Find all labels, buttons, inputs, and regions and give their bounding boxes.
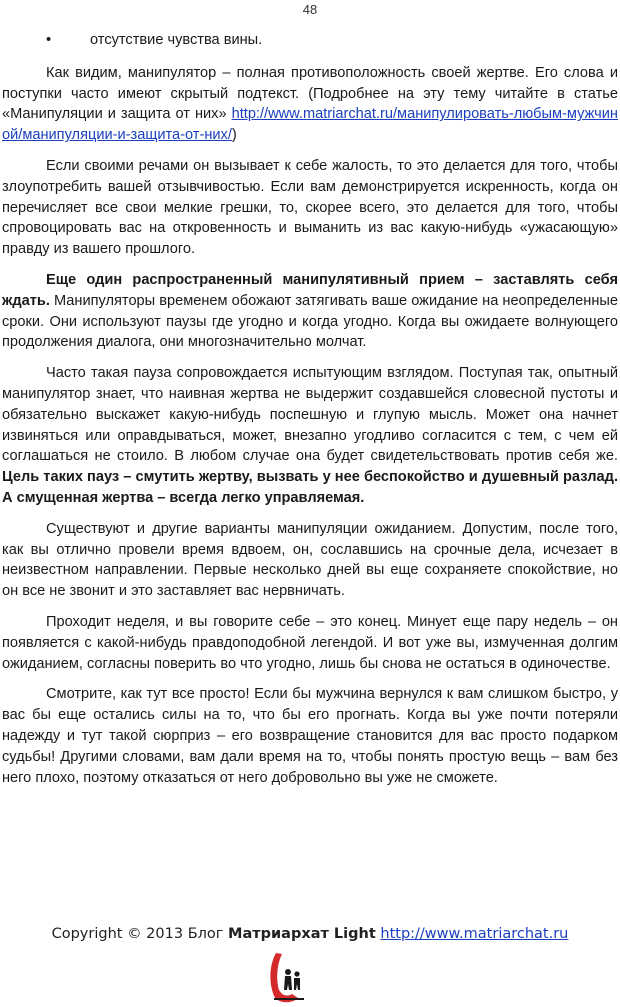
paragraph-4-text: Часто такая пауза сопровождается испытующим взглядом. Поступая так, опытный манипулятор знает, что наивная жертва не выдержит создавшейся словесной пустоты и обязательно выскажет какую-нибудь поспешную и глупую мысль. Может она начнет извиняться или оправдываться, может, внезапно угодливо согласится с тем, с чем ей соглашаться не стоило. В любом случае она будет свидетельствовать против себя же. bbox=[2, 365, 618, 465]
copyright-text: Copyright © 2013 Блог bbox=[51, 926, 229, 942]
paragraph-7: Смотрите, как тут все просто! Если бы мужчина вернулся к вам слишком быстро, у вас бы еще остались силы на то, что бы его прогнать. Когда вы уже почти потеряли надежду и тут такой сюрприз – его возвращение становится для вас просто подарком судьбы! Другими словами, вам дали время на то, чтобы понять простую вещь – вам без него плохо, поэтому отказаться от него добровольно вы уже не сможете. bbox=[2, 686, 618, 786]
paragraph-3-text: Манипуляторы временем обожают затягивать ваше ожидание на неопределенные сроки. Они используют паузы где угодно и когда угодно. Когда вы ожидаете волнующего продолжения диалога, они многозначительно молчат. bbox=[2, 292, 618, 351]
paragraph-6: Проходит неделя, и вы говорите себе – это конец. Минует еще пару недель – он появляется с какой-нибудь правдоподобной легендой. И вот уже вы, измученная долгим ожиданием, согласны поверить во что угодно, лишь бы снова не остаться в одиночестве. bbox=[2, 613, 618, 672]
document-body bbox=[2, 30, 618, 798]
paragraph-3-bold: Еще один распространенный манипулятивный прием – заставлять себя ждать. bbox=[2, 271, 618, 309]
page-number: 48 bbox=[302, 2, 318, 17]
bullet-text: отсутствие чувства вины. bbox=[90, 32, 263, 48]
paragraph-4 bbox=[2, 363, 618, 509]
paragraph-5: Существуют и другие варианты манипуляции ожиданием. Допустим, после того, как вы отлично провели время вдвоем, он, сославшись на срочные дела, исчезает в неизвестном направлении. Первые несколько дней вы еще сохраняете спокойствие, но он все не звонит и это заставляет вас нервничать. bbox=[2, 520, 618, 600]
paragraph-1-text: Как видим, манипулятор – полная противоположность своей жертве. Его слова и поступки часто имеют скрытый подтекст. (Подробнее на эту тему читайте в статье «Манипуляции и защита от них» bbox=[2, 64, 618, 123]
footer-link[interactable]: http://www.matriarchat.ru bbox=[380, 926, 569, 942]
blog-name: Матриархат Light bbox=[228, 926, 376, 942]
paragraph-3 bbox=[2, 270, 618, 353]
matriarchat-logo-icon bbox=[268, 950, 310, 1005]
paragraph-2: Если своими речами он вызывает к себе жалость, то это делается для того, чтобы злоупотребить вашей отзывчивостью. Если вам демонстрируется искренность, когда он перечисляет все свои мелкие грешки, то, скорее всего, это делается для того, чтобы спровоцировать вас на откровенность и выманить из вас какую-нибудь «ужасающую» правду из вашего прошлого. bbox=[2, 157, 618, 258]
paragraph-1 bbox=[2, 63, 618, 146]
bullet-marker: • bbox=[46, 32, 52, 48]
paragraph-4-bold: Цель таких пауз – смутить жертву, вызвать у нее беспокойство и душевный разлад. А смущенная жертва – всегда легко управляемая. bbox=[2, 469, 618, 506]
article-link[interactable]: http://www.matriarchat.ru/манипулировать-любым-мужчиной/манипуляции-и-защита-от-них/ bbox=[2, 106, 618, 144]
list-item bbox=[2, 30, 618, 51]
page-footer bbox=[0, 926, 620, 942]
paragraph-1-tail: ) bbox=[231, 127, 237, 144]
